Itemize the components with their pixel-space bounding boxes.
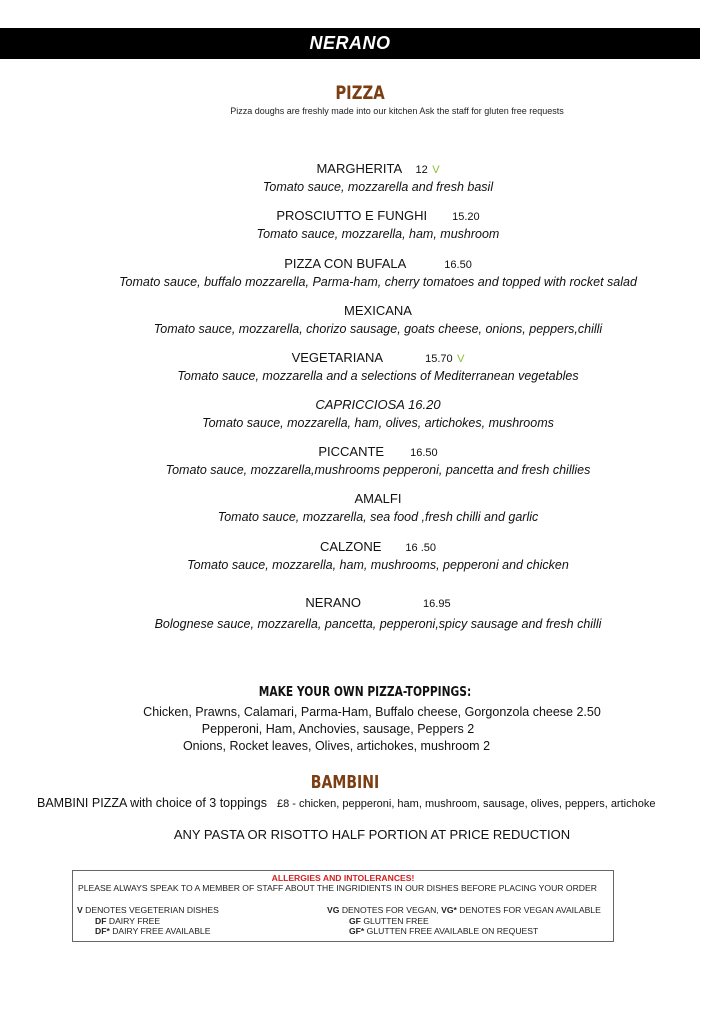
- item-price: 15.20: [452, 211, 480, 223]
- menu-item-pizza-con-bufala: [0, 255, 720, 289]
- pizza-section-title: PIZZA: [335, 82, 385, 104]
- menu-item-prosciutto-e-funghi: [0, 207, 720, 241]
- item-price: 12: [415, 164, 428, 176]
- item-price: 15.70: [425, 353, 453, 365]
- toppings-line: Onions, Rocket leaves, Olives, artichokes, mushroom 2: [182, 739, 491, 753]
- item-name: CALZONE: [320, 539, 382, 554]
- legend-gf: GF GLUTTEN FREE: [349, 915, 429, 926]
- item-description: Tomato sauce, mozzarella and a selections of Mediterranean vegetables: [177, 369, 579, 383]
- menu-item-mexicana: [0, 302, 720, 336]
- allergy-legend: [77, 905, 609, 937]
- allergy-notice-box: [72, 870, 614, 942]
- menu-item-margherita: [0, 160, 720, 194]
- item-price: 16.50: [444, 259, 472, 271]
- legend-gf-available: GF* GLUTTEN FREE AVAILABLE ON REQUEST: [349, 926, 539, 936]
- bambini-section-title: BAMBINI: [310, 772, 380, 793]
- item-name: PROSCIUTTO E FUNGHI: [276, 208, 428, 223]
- bambini-detail: £8 - chicken, pepperoni, ham, mushroom, sausage, olives, peppers, artichoke: [276, 798, 656, 810]
- item-name: AMALFI: [354, 491, 402, 506]
- item-name: NERANO: [305, 595, 362, 610]
- bambini-label: BAMBINI PIZZA with choice of 3 toppings: [37, 796, 267, 810]
- legend-v: V DENOTES VEGETERIAN DISHES: [77, 905, 219, 915]
- item-price: 16.95: [423, 598, 451, 610]
- legend-vg: VG DENOTES FOR VEGAN, VG* DENOTES FOR VEGAN AVAILABLE: [327, 905, 601, 915]
- menu-item-piccante: [0, 443, 720, 477]
- item-name: MARGHERITA: [316, 161, 403, 176]
- item-name: MEXICANA: [344, 303, 412, 318]
- allergy-title: ALLERGIES AND INTOLERANCES!: [271, 873, 415, 883]
- toppings-title: MAKE YOUR OWN PIZZA-TOPPINGS:: [258, 685, 472, 700]
- half-portion-note: ANY PASTA OR RISOTTO HALF PORTION AT PRICE REDUCTION: [173, 827, 571, 842]
- menu-item-capricciosa: [0, 396, 720, 430]
- toppings-line: Chicken, Prawns, Calamari, Parma-Ham, Buffalo cheese, Gorgonzola cheese 2.50: [143, 705, 601, 719]
- item-description: Tomato sauce, mozzarella,mushrooms pepperoni, pancetta and fresh chillies: [165, 463, 591, 477]
- item-price: 16 .50: [405, 542, 436, 554]
- menu-item-calzone: [0, 538, 720, 572]
- pizza-intro-note: Pizza doughs are freshly made into our kitchen Ask the staff for gluten free requests: [230, 106, 564, 116]
- menu-header-bar: [0, 28, 700, 59]
- restaurant-title: NERANO: [309, 33, 391, 53]
- menu-item-vegetariana: [0, 349, 720, 383]
- item-description: Tomato sauce, mozzarella, chorizo sausage, goats cheese, onions, peppers,chilli: [153, 322, 603, 336]
- legend-df: DF DAIRY FREE: [95, 915, 161, 926]
- allergy-notice: PLEASE ALWAYS SPEAK TO A MEMBER OF STAFF ABOUT THE INGRIDIENTS IN OUR DISHES BEFORE PLACING YOUR ORDER: [78, 883, 597, 893]
- menu-item-amalfi: [0, 490, 720, 524]
- item-name: PICCANTE: [318, 444, 385, 459]
- item-description: Tomato sauce, mozzarella, ham, mushrooms, pepperoni and chicken: [187, 558, 569, 572]
- item-price: 16.50: [410, 447, 438, 459]
- bambini-pizza-row: [37, 796, 655, 810]
- item-name: CAPRICCIOSA 16.20: [315, 397, 441, 412]
- item-description: Tomato sauce, mozzarella, ham, mushroom: [256, 227, 500, 241]
- item-description: Tomato sauce, buffalo mozzarella, Parma-ham, cherry tomatoes and topped with rocket salad: [119, 275, 637, 289]
- item-description: Bolognese sauce, mozzarella, pancetta, pepperoni,spicy sausage and fresh chilli: [154, 617, 602, 631]
- item-name: VEGETARIANA: [291, 350, 384, 365]
- vegetarian-badge: V: [457, 353, 465, 365]
- item-name: PIZZA CON BUFALA: [284, 256, 407, 271]
- item-description: Tomato sauce, mozzarella, ham, olives, artichokes, mushrooms: [202, 416, 554, 430]
- vegetarian-badge: V: [432, 164, 440, 176]
- item-description: Tomato sauce, mozzarella, sea food ,fresh chilli and garlic: [217, 510, 539, 524]
- menu-item-nerano: [0, 594, 720, 631]
- item-description: Tomato sauce, mozzarella and fresh basil: [262, 180, 494, 194]
- toppings-line: Pepperoni, Ham, Anchovies, sausage, Peppers 2: [201, 722, 475, 736]
- legend-df-available: DF* DAIRY FREE AVAILABLE: [95, 926, 211, 936]
